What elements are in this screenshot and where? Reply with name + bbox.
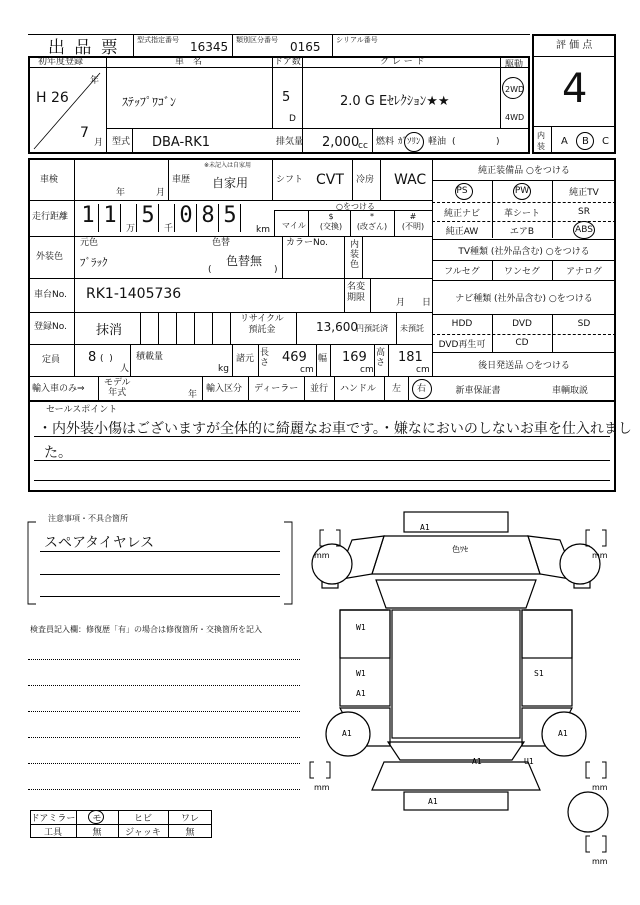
navi-dvd: DVD xyxy=(512,319,532,329)
interior-label: 内装 xyxy=(537,131,545,151)
original-color-value: ﾌﾞﾗｯｸ xyxy=(80,256,108,269)
mileage-digit-6: 5 xyxy=(223,203,237,228)
drive-2wd-circle xyxy=(502,77,524,99)
length-label: 長さ xyxy=(260,348,270,368)
title-change-month: 月 xyxy=(396,298,406,308)
category-number: 0165 xyxy=(290,40,321,54)
acc-jack-label: ジャッキ xyxy=(125,827,161,838)
sales-point-label: セールスポイント xyxy=(46,405,118,415)
title-change-label: 名変 期限 xyxy=(347,282,366,303)
navi-sd: SD xyxy=(577,319,591,329)
diesel-bracket: ( xyxy=(452,137,456,147)
equip-abs: ABS xyxy=(575,225,593,235)
car-damage-diagram xyxy=(300,500,620,870)
shift-label: シフト xyxy=(276,175,304,185)
sales-point-line-2: た。 xyxy=(44,445,72,461)
mileage-digit-3: 5 xyxy=(141,203,155,228)
displacement-label: 排気量 xyxy=(276,137,304,147)
repaint-value: 色替無 xyxy=(226,254,263,268)
post-new-car-warranty: 新車保証書 xyxy=(455,386,501,396)
import-label: 輸入車のみ⇒ xyxy=(32,384,85,394)
repaint-bracket-close: ) xyxy=(274,265,278,275)
recycle-label: リサイクル 預託金 xyxy=(240,314,284,335)
notes-label: 注意事項・不具合箇所 xyxy=(48,514,128,523)
height-value: 181 xyxy=(398,350,423,365)
door-type: D xyxy=(289,114,296,124)
equip-abs-circle xyxy=(573,221,595,239)
width-value: 169 xyxy=(342,350,367,365)
acc-mirror-circle xyxy=(88,810,104,824)
capacity-value: 8 xyxy=(88,350,97,365)
mark-front-bumper: A1 xyxy=(420,523,430,532)
tv-oneseg: ワンセグ xyxy=(503,266,540,277)
interior-grade-a: A xyxy=(561,136,568,147)
mileage-digit-2: 1 xyxy=(103,203,117,228)
mileage-sen: 千 xyxy=(164,224,174,234)
history-note: ※未記入は自家用 xyxy=(204,162,252,169)
diesel-bracket-close: ) xyxy=(496,137,500,147)
mark-left-front-door: W1 xyxy=(356,623,366,632)
mark-hood: 色ﾜｾ xyxy=(452,545,468,554)
navi-type-header: ナビ種類 (社外品含む) ○をつける xyxy=(455,293,593,304)
history-label: 車歴 xyxy=(172,175,191,185)
recycle-unpaid: 未預託 xyxy=(400,324,424,333)
drive-4wd: 4WD xyxy=(505,113,525,122)
first-registration-label: 初年度登録 xyxy=(38,57,84,67)
capacity-label: 定員 xyxy=(42,355,61,365)
mm-label-5: mm xyxy=(592,857,608,866)
model-value: DBA-RK1 xyxy=(152,135,211,150)
drive-2wd: 2WD xyxy=(505,85,525,94)
mileage-digit-5: 8 xyxy=(201,203,215,228)
reg-no-label: 登録No. xyxy=(34,322,67,332)
mm-label-1: mm xyxy=(314,551,330,560)
score-label: 評 価 点 xyxy=(556,40,593,51)
equip-genuine-navi: 純正ナビ xyxy=(443,208,480,219)
equip-ps-circle xyxy=(455,183,473,200)
mm-label-2: mm xyxy=(592,551,608,560)
recycle-unit: 円預託済 xyxy=(356,324,388,333)
mileage-circle-note: ○をつける xyxy=(336,202,375,211)
mark-rear-corner: U1 xyxy=(524,757,534,766)
equip-airbag: エアB xyxy=(509,226,535,237)
model-label: 型式 xyxy=(112,137,131,147)
shift-value: CVT xyxy=(316,172,344,188)
inspection-month-unit: 月 xyxy=(156,188,166,198)
doors-value: 5 xyxy=(282,90,291,105)
equip-sunroof: SR xyxy=(578,207,590,217)
import-parallel: 並行 xyxy=(310,384,329,394)
load-unit: kg xyxy=(218,364,229,374)
interior-grade-c: C xyxy=(602,136,609,147)
acc-tools-label: 工具 xyxy=(43,827,62,838)
sales-point-line-1: ・内外装小傷はございますが全体的に綺麗なお車です。・嫌なにおいのしないお車を仕入れまし xyxy=(38,421,632,437)
interior-color-label: 内 装 色 xyxy=(350,240,360,270)
handle-left: 左 xyxy=(392,384,402,394)
mileage-exchanged: $ (交換) xyxy=(319,212,343,231)
fuel-circle xyxy=(404,132,424,152)
score-value: 4 xyxy=(562,66,588,112)
height-label: 高さ xyxy=(376,348,386,368)
height-unit: cm xyxy=(416,365,430,375)
width-label: 幅 xyxy=(318,354,328,364)
month-unit: 月 xyxy=(94,138,104,148)
navi-dvd-playback: DVD再生可 xyxy=(438,339,486,350)
interior-grade-b-circle xyxy=(576,132,594,150)
recycle-amount: 13,600 xyxy=(316,320,358,334)
inspector-label: 検査員記入欄：修復歴「有」の場合は修復箇所・交換箇所を記入 xyxy=(30,625,262,634)
mark-right-rear-wheel: A1 xyxy=(558,729,568,738)
fuel-label: 燃料 xyxy=(376,137,395,147)
acc-door-mirror: ドアミラー xyxy=(30,813,76,824)
inspection-label: 車検 xyxy=(40,175,59,185)
width-unit: cm xyxy=(360,365,374,375)
document-title: 出 品 票 xyxy=(48,38,120,58)
genuine-equipment-header: 純正装備品 ○をつける xyxy=(478,165,570,176)
serial-label: シリアル番号 xyxy=(336,36,378,44)
equip-pw: PW xyxy=(514,186,530,196)
reg-no-value: 抹消 xyxy=(96,323,123,338)
acc-door-mirror-value: モ xyxy=(92,813,102,824)
mileage-tampered: * (改ざん) xyxy=(356,212,388,231)
fuel-value: ｶﾞｿﾘﾝ xyxy=(398,137,421,147)
length-value: 469 xyxy=(282,350,307,365)
mm-label-3: mm xyxy=(314,783,330,792)
load-label: 積載量 xyxy=(136,352,164,362)
chassis-value: RK1-1405736 xyxy=(86,286,182,302)
category-label: 類別区分番号 xyxy=(236,36,278,44)
capacity-paren: ( ) xyxy=(100,354,113,364)
grade-value: 2.0 G Eｾﾚｸｼｮﾝ★★ xyxy=(340,94,450,109)
car-name-value: ｽﾃｯﾌﾟﾜｺﾞﾝ xyxy=(122,95,177,109)
first-registration-month: 7 xyxy=(80,125,89,141)
color-no-label: カラーNo. xyxy=(286,238,328,248)
original-color-label: 元色 xyxy=(80,238,99,248)
length-unit: cm xyxy=(300,365,314,375)
car-name-label: 車 名 xyxy=(175,57,203,67)
mileage-label: 走行距離 xyxy=(32,212,69,222)
post-vehicle-manual: 車輌取説 xyxy=(551,386,588,396)
repaint-bracket-open: ( xyxy=(208,265,212,275)
equip-leather-seat: 革シート xyxy=(503,208,540,219)
type-designation-label: 型式指定番号 xyxy=(137,36,179,44)
interior-grade-b: B xyxy=(582,136,589,147)
exterior-color-label: 外装色 xyxy=(36,252,64,262)
import-class-label: 輸入区分 xyxy=(206,384,243,394)
mileage-mile: マイル xyxy=(282,221,306,230)
mileage-man: 万 xyxy=(126,224,136,234)
history-value: 自家用 xyxy=(212,176,249,190)
drive-label: 駆動 xyxy=(505,60,524,70)
year-unit: 年 xyxy=(90,76,100,86)
handle-right: 右 xyxy=(417,384,427,394)
first-registration-era: H 26 xyxy=(36,90,69,106)
handle-right-circle xyxy=(412,379,432,399)
doors-label: ドア数 xyxy=(274,57,301,67)
mileage-digit-1: 1 xyxy=(81,203,95,228)
mark-left-side: A1 xyxy=(356,689,366,698)
chassis-label: 車台No. xyxy=(34,290,67,300)
notes-text: スペアタイヤレス xyxy=(44,535,155,551)
navi-hdd: HDD xyxy=(451,319,473,329)
diesel-label: 軽油 xyxy=(428,137,447,147)
equip-ps: PS xyxy=(456,186,468,196)
import-dealer: ディーラー xyxy=(254,384,299,394)
mileage-km: km xyxy=(256,225,270,235)
acc-break-label: ワレ xyxy=(180,813,199,824)
mark-left-rear-door: W1 xyxy=(356,669,366,678)
displacement-value: 2,000 xyxy=(322,135,360,150)
tv-analog: アナログ xyxy=(565,266,602,277)
mark-tailgate: A1 xyxy=(472,757,482,766)
mileage-digit-4: 0 xyxy=(179,203,193,228)
inspection-year-unit: 年 xyxy=(116,188,126,198)
ac-label: 冷房 xyxy=(356,175,375,185)
acc-crack-label: ヒビ xyxy=(133,813,152,824)
handle-label: ハンドル xyxy=(340,384,377,394)
repaint-label: 色替 xyxy=(212,238,231,248)
title-change-day: 日 xyxy=(422,298,432,308)
person-unit: 人 xyxy=(120,364,130,374)
post-ship-header: 後日発送品 ○をつける xyxy=(478,361,570,371)
tv-type-header: TV種類 (社外品含む) ○をつける xyxy=(458,246,590,257)
displacement-unit: cc xyxy=(358,141,368,151)
ac-value: WAC xyxy=(394,172,427,188)
type-designation-number: 16345 xyxy=(190,40,229,54)
mm-label-4: mm xyxy=(592,783,608,792)
navi-cd: CD xyxy=(515,338,529,348)
tv-fullseg: フルセグ xyxy=(444,266,480,277)
dims-label: 諸元 xyxy=(236,354,255,364)
acc-tools-value: 無 xyxy=(92,827,102,838)
grade-label: グ レ ー ド xyxy=(380,57,425,67)
equip-genuine-aw: 純正AW xyxy=(445,226,479,237)
mark-right-side: S1 xyxy=(534,669,544,678)
model-year-unit: 年 xyxy=(188,390,198,400)
mileage-unknown: # (不明) xyxy=(401,212,425,231)
mark-left-rear-wheel: A1 xyxy=(342,729,352,738)
equip-genuine-tv: 純正TV xyxy=(569,187,599,198)
model-year-label: モデル 年式 xyxy=(104,378,131,398)
equip-pw-circle xyxy=(513,183,531,200)
acc-jack-value: 無 xyxy=(185,827,195,838)
mark-rear-bumper: A1 xyxy=(428,797,438,806)
